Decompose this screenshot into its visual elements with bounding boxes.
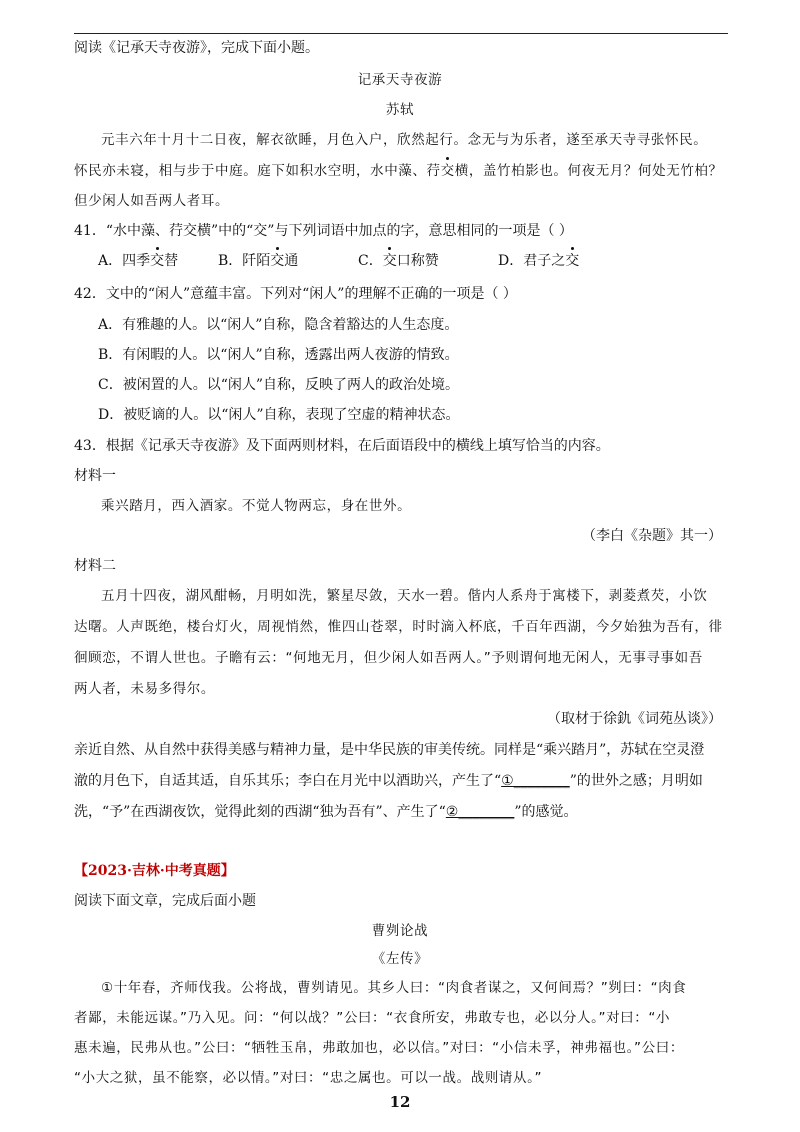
question-43-stem: 43．根据《记承天寺夜游》及下面两则材料，在后面语段中的横线上填写恰当的内容。 (74, 438, 610, 454)
article-source: 《左传》 (371, 951, 429, 967)
option-a[interactable]: A．有雅趣的人。以“闲人”自称，隐含着豁达的人生态度。 (98, 317, 459, 333)
poem-line: 元丰六年十月十二日夜，解衣欲睡，月色入户，欣然起行。念无与为乐者，遂至承天寺寻张怀民。 (101, 132, 708, 148)
option-d[interactable]: D．被贬谪的人。以“闲人”自称，表现了空虚的精神状态。 (98, 407, 460, 423)
reading-instruction: 阅读下面文章，完成后面小题 (74, 893, 256, 909)
material-2-line: 徊顾恋，不谓人世也。子瞻有云：“何地无月，但少闲人如吾两人。”予则谓何地无闲人，无事寻事如吾 (74, 650, 703, 666)
answer-paragraph-line: 澈的月色下，自适其适，自乐其乐；李白在月光中以酒助兴，产生了“①________”的世外之感；月明如 (74, 773, 703, 789)
question-42-stem: 42．文中的“闲人”意蕴丰富。下列对“闲人”的理解不正确的一项是（ ） (74, 286, 517, 302)
question-41-options (98, 251, 718, 271)
material-1-text: 乘兴踏月，西入酒家。不觉人物两忘，身在世外。 (101, 498, 412, 514)
poem-line: 怀民亦未寝，相与步于中庭。庭下如积水空明，水中藻、荇交横，盖竹柏影也。何夜无月？何处无竹柏？ (74, 163, 723, 179)
option-a[interactable]: A．四季交替 (98, 253, 179, 269)
material-2-source: （取材于徐釚《词苑丛谈》） (547, 711, 722, 727)
reading-instruction: 阅读《记承天寺夜游》，完成下面小题。 (74, 40, 319, 56)
option-c[interactable]: C．交口称赞 (358, 253, 439, 269)
poem-line: 但少闲人如吾两人者耳。 (74, 193, 230, 209)
material-2-line: 达曙。人声既绝，楼台灯火，周视悄然，惟四山苍翠，时时滴入杯底，千百年西湖，今夕始独为吾有，徘 (74, 619, 723, 635)
question-41-stem: 41．“水中藻、荇交横”中的“交”与下列词语中加点的字，意思相同的一项是（ ） (74, 223, 573, 239)
material-1-source: （李白《杂题》其一） (582, 528, 722, 544)
header-rule (74, 33, 728, 34)
option-b[interactable]: B．阡陌交通 (218, 253, 299, 269)
material-1-label: 材料一 (74, 468, 116, 484)
material-2-label: 材料二 (74, 558, 116, 574)
article-line: “小大之狱，虽不能察，必以情。”对曰：“忠之属也。可以一战。战则请从。” (74, 1070, 543, 1086)
poem-title: 记承天寺夜游 (357, 72, 443, 88)
answer-paragraph-line: 洗，“予”在西湖夜饮，觉得此刻的西湖“独为吾有”、产生了“②________”的感觉。 (74, 804, 578, 820)
option-d[interactable]: D．君子之交 (498, 253, 580, 269)
page-number: 12 (389, 1093, 411, 1111)
article-title: 曹刿论战 (371, 923, 429, 939)
poem-author: 苏轼 (385, 102, 415, 118)
material-2-line: 两人者，未易多得尔。 (74, 681, 215, 697)
option-b[interactable]: B．有闲暇的人。以“闲人”自称，透露出两人夜游的情致。 (98, 347, 459, 363)
exam-source-tag: 【2023·吉林·中考真题】 (74, 863, 235, 879)
option-c[interactable]: C．被闲置的人。以“闲人”自称，反映了两人的政治处境。 (98, 377, 460, 393)
material-2-line: 五月十四夜，湖风酣畅，月明如洗，繁星尽敛，天水一碧。偕内人系舟于寓楼下，剥菱煮芡，小饮 (101, 588, 708, 604)
article-line: ①十年春，齐师伐我。公将战，曹刿请见。其乡人曰：“肉食者谋之，又何间焉？”刿曰：“肉食 (101, 980, 687, 996)
article-line: 者鄙，未能远谋。”乃入见。问：“何以战？”公曰：“衣食所安，弗敢专也，必以分人。”对曰：“小 (74, 1010, 671, 1026)
answer-blank-1[interactable]: ①________ (501, 773, 570, 789)
article-line: 惠未遍，民弗从也。”公曰：“牺牲玉帛，弗敢加也，必以信。”对曰：“小信未孚，神弗福也。”公曰： (74, 1040, 684, 1056)
dotted-char: 交 (440, 163, 455, 179)
answer-blank-2[interactable]: ②________ (445, 804, 515, 820)
answer-paragraph-line: 亲近自然、从自然中获得美感与精神力量，是中华民族的审美传统。同样是“乘兴踏月”，苏轼在空灵澄 (74, 742, 705, 758)
